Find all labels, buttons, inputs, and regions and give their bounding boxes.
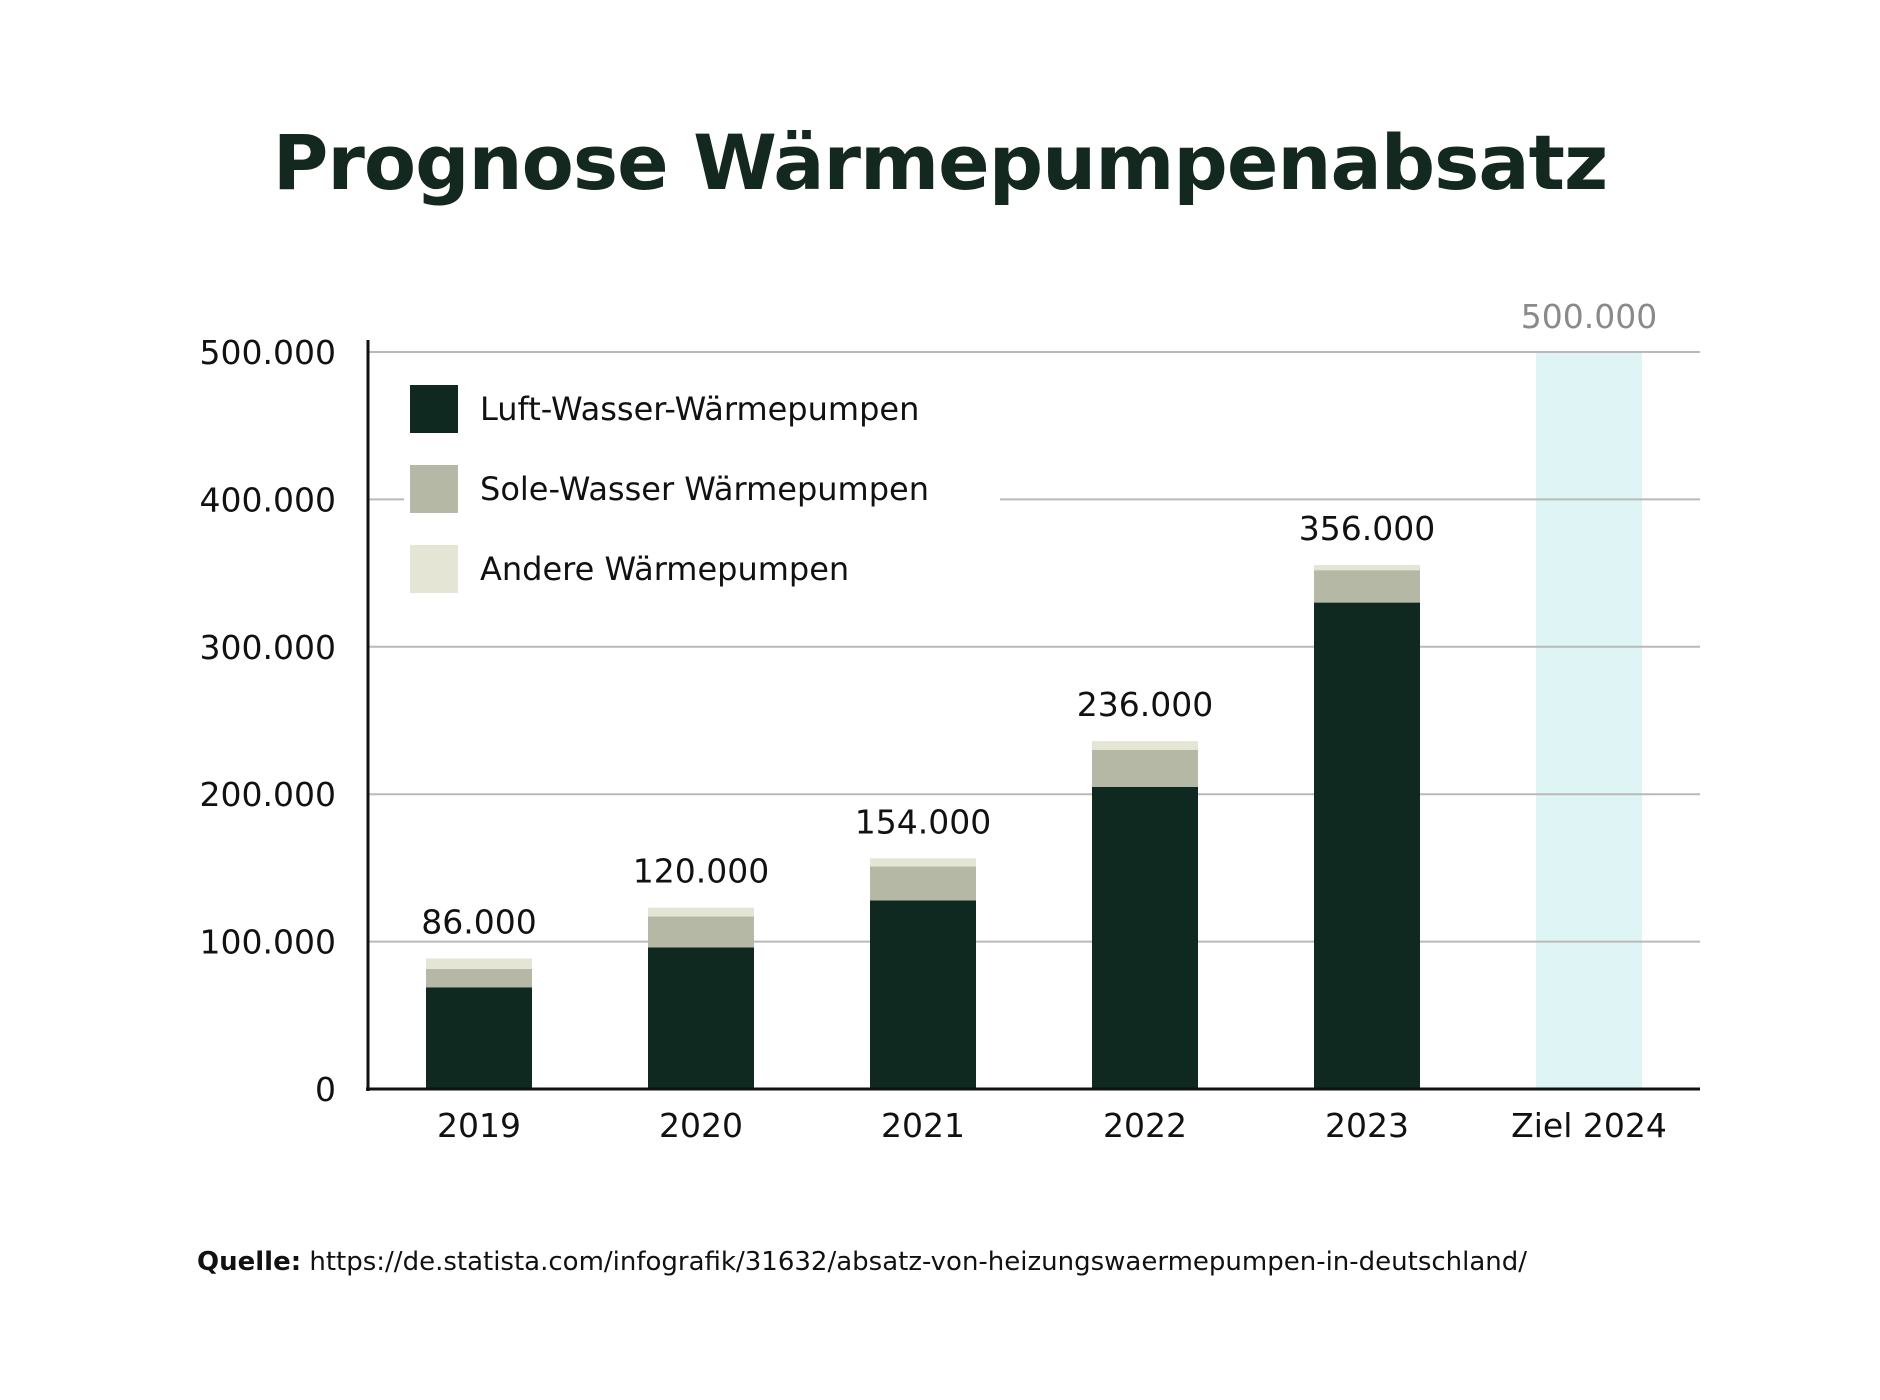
y-tick-label: 0 [315, 1070, 336, 1109]
y-tick-label: 200.000 [199, 775, 336, 815]
chart-title: Prognose Wärmepumpenabsatz [272, 118, 1608, 207]
bar-total-label: 120.000 [632, 851, 770, 891]
source-note [197, 1247, 1527, 1277]
legend-swatch [410, 385, 458, 433]
bar-segment-3 [1092, 741, 1198, 750]
legend-label: Sole-Wasser Wärmepumpen [480, 470, 929, 508]
legend-swatch [410, 545, 458, 593]
x-tick-label: 2019 [437, 1106, 521, 1145]
y-tick-label: 300.000 [199, 627, 336, 667]
bar-segment-1 [648, 947, 754, 1089]
bar-segment-2 [870, 866, 976, 900]
x-tick-label: 2023 [1325, 1106, 1409, 1145]
source-url[interactable]: https://de.statista.com/infografik/31632/absatz-von-heizungswaermepumpen-in-deutschland/ [309, 1247, 1528, 1277]
bar-segment-3 [648, 908, 754, 917]
bar-segment-3 [870, 858, 976, 866]
target-layer [1536, 352, 1642, 1089]
bar-segment-1 [1092, 787, 1198, 1089]
bar-total-label: 154.000 [854, 802, 992, 842]
legend [404, 377, 1000, 601]
bar-segment-1 [1314, 603, 1420, 1089]
bar-total-label: 236.000 [1076, 685, 1214, 725]
bar-segment-2 [1092, 750, 1198, 787]
bar-segment-1 [426, 987, 532, 1089]
x-tick-label: 2022 [1103, 1106, 1187, 1145]
bar-segment-2 [1314, 570, 1420, 602]
source-label: Quelle: [197, 1247, 302, 1277]
bar-segment-3 [1314, 565, 1420, 570]
legend-label: Andere Wärmepumpen [480, 550, 850, 588]
y-tick-label: 100.000 [199, 922, 336, 962]
bar-total-label: 356.000 [1298, 508, 1436, 548]
x-tick-label: 2021 [881, 1106, 965, 1145]
x-tick-label: 2020 [659, 1106, 743, 1145]
y-tick-label: 500.000 [199, 333, 336, 372]
x-tick-label: Ziel 2024 [1511, 1106, 1667, 1145]
target-value-label: 500.000 [1520, 297, 1658, 336]
legend-swatch [410, 465, 458, 513]
bar-segment-2 [426, 969, 532, 987]
y-tick-label: 400.000 [199, 480, 336, 520]
bar-segment-3 [426, 959, 532, 969]
bar-segment-1 [870, 900, 976, 1089]
legend-label: Luft-Wasser-Wärmepumpen [480, 390, 920, 428]
bar-segment-2 [648, 917, 754, 948]
bar-total-label: 86.000 [421, 902, 537, 942]
target-bar [1536, 352, 1642, 1089]
